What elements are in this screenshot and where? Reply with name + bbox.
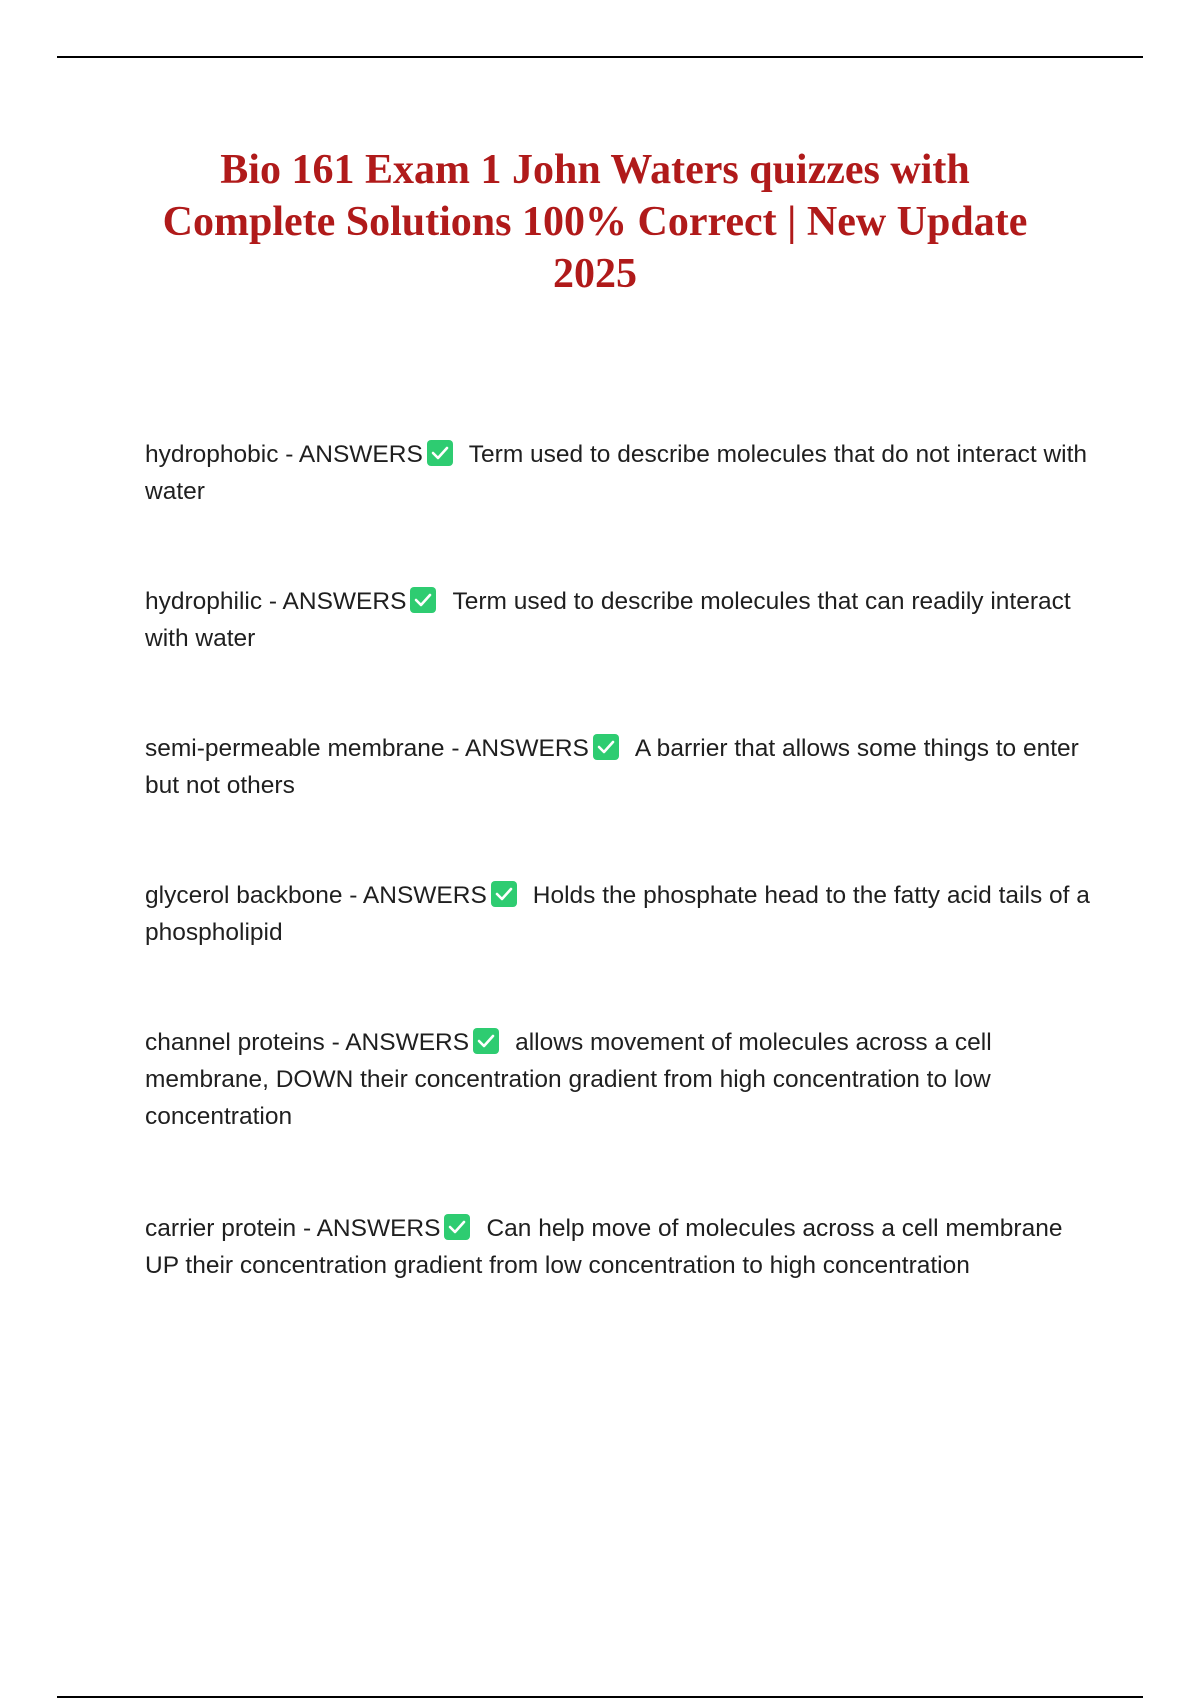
definition: Holds the phosphate head to the fatty acid tails of a phospholipid bbox=[145, 882, 1090, 946]
qa-item: hydrophilic - ANSWERS Term used to describe molecules that can readily interact with water bbox=[145, 588, 1071, 652]
check-mark-icon bbox=[491, 881, 517, 907]
definition: A barrier that allows some things to enter but not others bbox=[145, 735, 1079, 799]
answers-label: ANSWERS bbox=[316, 1215, 441, 1242]
term: carrier protein bbox=[145, 1215, 297, 1242]
answers-label: ANSWERS bbox=[362, 882, 487, 909]
term: glycerol backbone bbox=[145, 882, 343, 909]
check-mark-icon bbox=[410, 587, 436, 613]
definition: Term used to describe molecules that do not interact with water bbox=[145, 441, 1088, 505]
bottom-divider bbox=[57, 1696, 1143, 1698]
qa-item: channel proteins - ANSWERS allows movement of molecules across a cell membrane, DOWN their concentration gradient from high concentration to low concentration bbox=[145, 1029, 992, 1130]
qa-list bbox=[145, 436, 1090, 1284]
check-mark-icon bbox=[593, 734, 619, 760]
term: channel proteins bbox=[145, 1029, 325, 1056]
check-mark-icon bbox=[444, 1214, 470, 1240]
qa-item: glycerol backbone - ANSWERS Holds the phosphate head to the fatty acid tails of a phospholipid bbox=[145, 882, 1090, 946]
definition: allows movement of molecules across a cell membrane, DOWN their concentration gradient from high concentration to low concentration bbox=[145, 1029, 992, 1130]
qa-item: semi-permeable membrane - ANSWERS A barrier that allows some things to enter but not others bbox=[145, 735, 1079, 799]
check-mark-icon bbox=[473, 1028, 499, 1054]
term: semi-permeable membrane bbox=[145, 735, 445, 762]
answers-label: ANSWERS bbox=[298, 441, 423, 468]
term: hydrophilic bbox=[145, 588, 263, 615]
answers-label: ANSWERS bbox=[345, 1029, 470, 1056]
term: hydrophobic bbox=[145, 441, 279, 468]
qa-item: carrier protein - ANSWERS Can help move of molecules across a cell membrane UP their concentration gradient from low concentration to high concentration bbox=[145, 1215, 1063, 1279]
top-divider bbox=[57, 56, 1143, 58]
definition: Term used to describe molecules that can readily interact with water bbox=[145, 588, 1071, 652]
check-mark-icon bbox=[427, 440, 453, 466]
answers-label: ANSWERS bbox=[465, 735, 589, 762]
definition: Can help move of molecules across a cell membrane UP their concentration gradient from low concentration to high concentration bbox=[145, 1215, 1063, 1279]
qa-item: hydrophobic - ANSWERS Term used to describe molecules that do not interact with water bbox=[145, 441, 1088, 505]
document-title: Bio 161 Exam 1 John Waters quizzes with Complete Solutions 100% Correct | New Update 2025 bbox=[162, 147, 1028, 297]
answers-label: ANSWERS bbox=[282, 588, 407, 615]
